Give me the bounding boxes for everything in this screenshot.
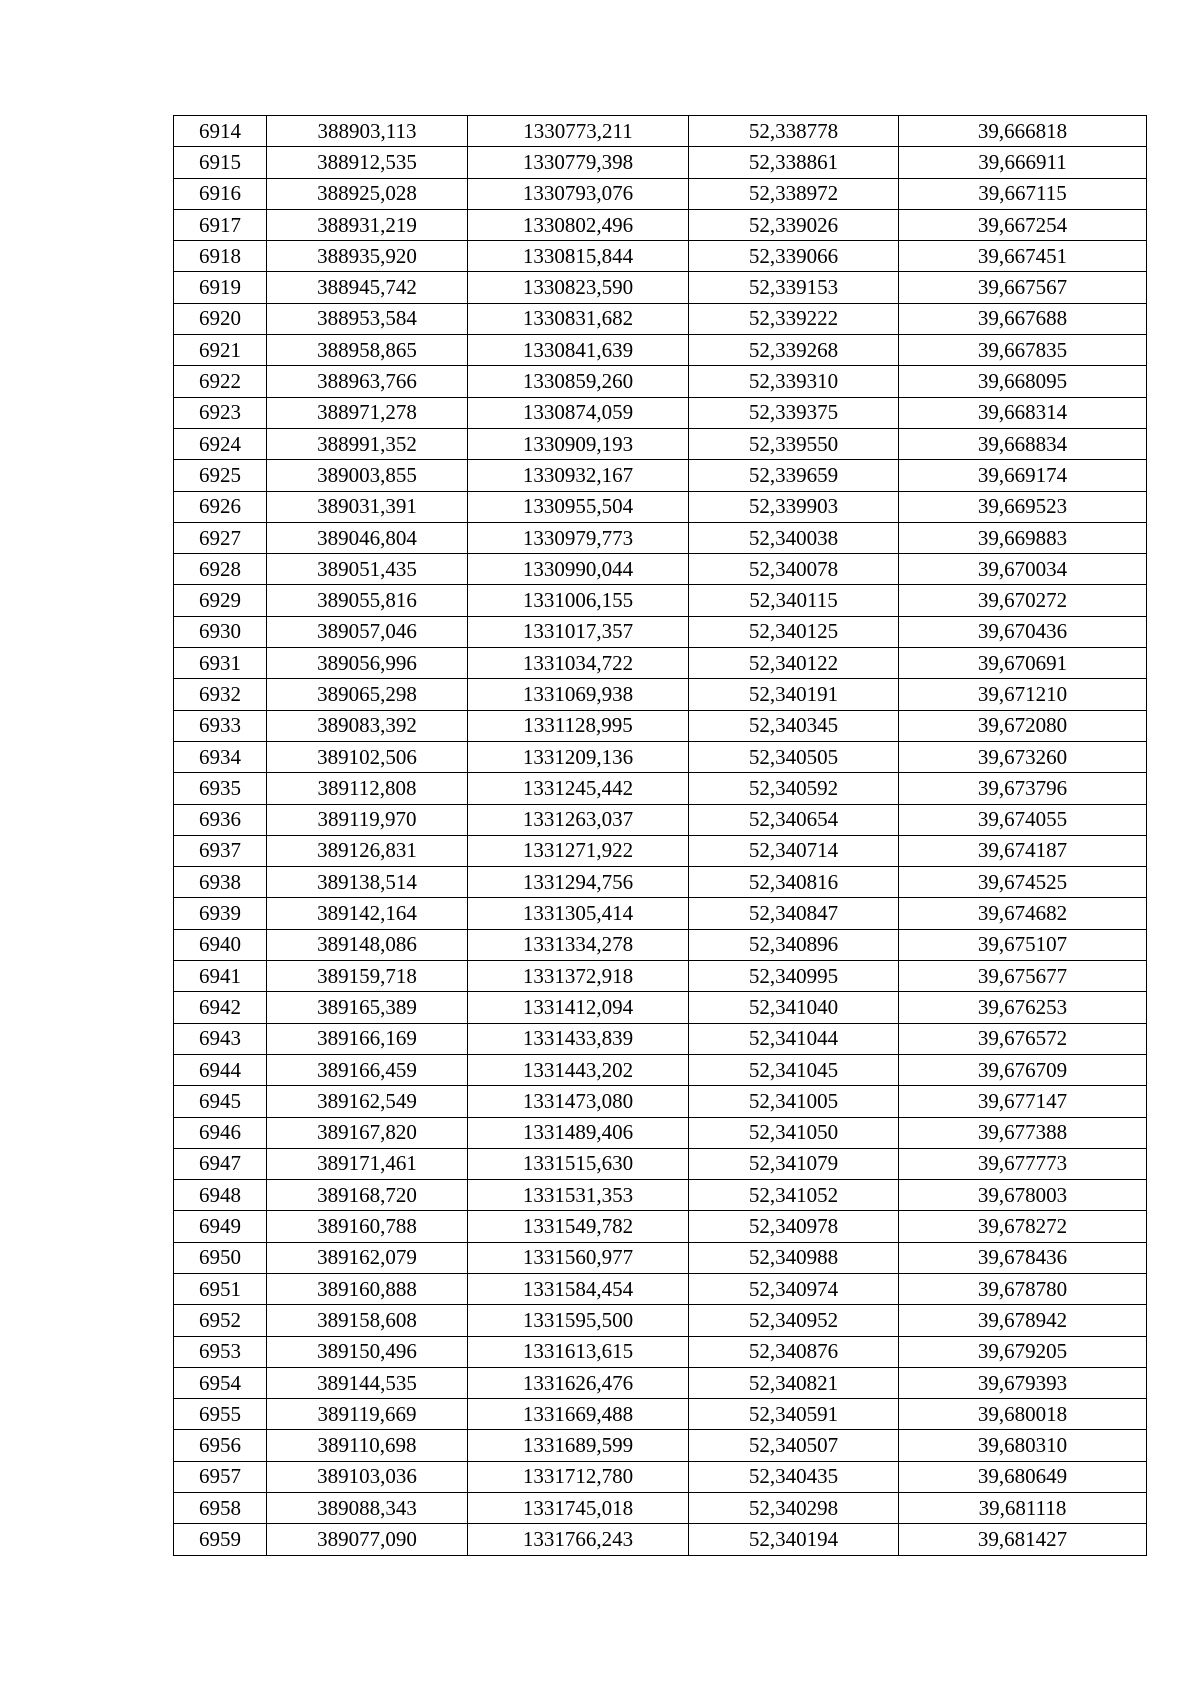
table-row <box>174 710 1147 741</box>
point-number-cell: 6937 <box>174 835 267 866</box>
latitude-cell: 52,341050 <box>689 1117 899 1148</box>
x-coordinate-cell: 388925,028 <box>267 178 468 209</box>
latitude-cell: 52,340507 <box>689 1430 899 1461</box>
y-coordinate-cell: 1331531,353 <box>468 1180 689 1211</box>
table-row <box>174 1399 1147 1430</box>
latitude-cell: 52,340876 <box>689 1336 899 1367</box>
longitude-cell: 39,669883 <box>899 522 1147 553</box>
x-coordinate-cell: 388912,535 <box>267 147 468 178</box>
longitude-cell: 39,675107 <box>899 929 1147 960</box>
longitude-cell: 39,670436 <box>899 616 1147 647</box>
latitude-cell: 52,340714 <box>689 835 899 866</box>
x-coordinate-cell: 389031,391 <box>267 491 468 522</box>
point-number-cell: 6958 <box>174 1493 267 1524</box>
point-number-cell: 6925 <box>174 460 267 491</box>
y-coordinate-cell: 1330979,773 <box>468 522 689 553</box>
table-row <box>174 147 1147 178</box>
table-row <box>174 1273 1147 1304</box>
x-coordinate-cell: 389126,831 <box>267 835 468 866</box>
x-coordinate-cell: 388991,352 <box>267 428 468 459</box>
x-coordinate-cell: 389088,343 <box>267 1493 468 1524</box>
latitude-cell: 52,340821 <box>689 1367 899 1398</box>
point-number-cell: 6921 <box>174 335 267 366</box>
longitude-cell: 39,676709 <box>899 1054 1147 1085</box>
x-coordinate-cell: 389083,392 <box>267 710 468 741</box>
latitude-cell: 52,340125 <box>689 616 899 647</box>
table-row <box>174 1367 1147 1398</box>
x-coordinate-cell: 388945,742 <box>267 272 468 303</box>
latitude-cell: 52,340298 <box>689 1493 899 1524</box>
longitude-cell: 39,679393 <box>899 1367 1147 1398</box>
latitude-cell: 52,339903 <box>689 491 899 522</box>
y-coordinate-cell: 1331294,756 <box>468 867 689 898</box>
point-number-cell: 6916 <box>174 178 267 209</box>
table-row <box>174 1086 1147 1117</box>
latitude-cell: 52,340122 <box>689 648 899 679</box>
y-coordinate-cell: 1330874,059 <box>468 397 689 428</box>
longitude-cell: 39,670034 <box>899 554 1147 585</box>
x-coordinate-cell: 389102,506 <box>267 741 468 772</box>
latitude-cell: 52,340345 <box>689 710 899 741</box>
x-coordinate-cell: 389065,298 <box>267 679 468 710</box>
x-coordinate-cell: 389167,820 <box>267 1117 468 1148</box>
y-coordinate-cell: 1331515,630 <box>468 1148 689 1179</box>
y-coordinate-cell: 1331433,839 <box>468 1023 689 1054</box>
table-row <box>174 679 1147 710</box>
latitude-cell: 52,340191 <box>689 679 899 710</box>
point-number-cell: 6953 <box>174 1336 267 1367</box>
latitude-cell: 52,339066 <box>689 241 899 272</box>
table-row <box>174 116 1147 147</box>
point-number-cell: 6936 <box>174 804 267 835</box>
x-coordinate-cell: 389160,788 <box>267 1211 468 1242</box>
longitude-cell: 39,668834 <box>899 428 1147 459</box>
longitude-cell: 39,678003 <box>899 1180 1147 1211</box>
latitude-cell: 52,340078 <box>689 554 899 585</box>
x-coordinate-cell: 389110,698 <box>267 1430 468 1461</box>
latitude-cell: 52,340978 <box>689 1211 899 1242</box>
x-coordinate-cell: 389103,036 <box>267 1461 468 1492</box>
y-coordinate-cell: 1331613,615 <box>468 1336 689 1367</box>
table-row <box>174 303 1147 334</box>
y-coordinate-cell: 1331245,442 <box>468 773 689 804</box>
y-coordinate-cell: 1331305,414 <box>468 898 689 929</box>
x-coordinate-cell: 388931,219 <box>267 209 468 240</box>
point-number-cell: 6938 <box>174 867 267 898</box>
point-number-cell: 6931 <box>174 648 267 679</box>
latitude-cell: 52,340974 <box>689 1273 899 1304</box>
longitude-cell: 39,676253 <box>899 992 1147 1023</box>
y-coordinate-cell: 1330955,504 <box>468 491 689 522</box>
x-coordinate-cell: 389150,496 <box>267 1336 468 1367</box>
table-row <box>174 741 1147 772</box>
longitude-cell: 39,672080 <box>899 710 1147 741</box>
longitude-cell: 39,678780 <box>899 1273 1147 1304</box>
latitude-cell: 52,339659 <box>689 460 899 491</box>
longitude-cell: 39,668314 <box>899 397 1147 428</box>
longitude-cell: 39,666818 <box>899 116 1147 147</box>
y-coordinate-cell: 1331006,155 <box>468 585 689 616</box>
y-coordinate-cell: 1330909,193 <box>468 428 689 459</box>
x-coordinate-cell: 389142,164 <box>267 898 468 929</box>
longitude-cell: 39,674525 <box>899 867 1147 898</box>
table-row <box>174 522 1147 553</box>
point-number-cell: 6943 <box>174 1023 267 1054</box>
longitude-cell: 39,681427 <box>899 1524 1147 1555</box>
table-row <box>174 1117 1147 1148</box>
latitude-cell: 52,340952 <box>689 1305 899 1336</box>
y-coordinate-cell: 1330859,260 <box>468 366 689 397</box>
latitude-cell: 52,340194 <box>689 1524 899 1555</box>
table-row <box>174 178 1147 209</box>
table-row <box>174 1461 1147 1492</box>
y-coordinate-cell: 1331689,599 <box>468 1430 689 1461</box>
x-coordinate-cell: 389144,535 <box>267 1367 468 1398</box>
point-number-cell: 6946 <box>174 1117 267 1148</box>
x-coordinate-cell: 389162,079 <box>267 1242 468 1273</box>
table-row <box>174 992 1147 1023</box>
table-row <box>174 241 1147 272</box>
point-number-cell: 6924 <box>174 428 267 459</box>
table-row <box>174 460 1147 491</box>
y-coordinate-cell: 1330990,044 <box>468 554 689 585</box>
latitude-cell: 52,340896 <box>689 929 899 960</box>
latitude-cell: 52,341044 <box>689 1023 899 1054</box>
longitude-cell: 39,677147 <box>899 1086 1147 1117</box>
point-number-cell: 6922 <box>174 366 267 397</box>
point-number-cell: 6917 <box>174 209 267 240</box>
longitude-cell: 39,670272 <box>899 585 1147 616</box>
latitude-cell: 52,340995 <box>689 961 899 992</box>
y-coordinate-cell: 1331017,357 <box>468 616 689 647</box>
x-coordinate-cell: 389046,804 <box>267 522 468 553</box>
longitude-cell: 39,674187 <box>899 835 1147 866</box>
x-coordinate-cell: 389055,816 <box>267 585 468 616</box>
longitude-cell: 39,680018 <box>899 1399 1147 1430</box>
y-coordinate-cell: 1331626,476 <box>468 1367 689 1398</box>
latitude-cell: 52,340592 <box>689 773 899 804</box>
point-number-cell: 6919 <box>174 272 267 303</box>
table-row <box>174 1493 1147 1524</box>
point-number-cell: 6950 <box>174 1242 267 1273</box>
point-number-cell: 6939 <box>174 898 267 929</box>
y-coordinate-cell: 1330773,211 <box>468 116 689 147</box>
x-coordinate-cell: 388958,865 <box>267 335 468 366</box>
longitude-cell: 39,679205 <box>899 1336 1147 1367</box>
point-number-cell: 6941 <box>174 961 267 992</box>
x-coordinate-cell: 389051,435 <box>267 554 468 585</box>
y-coordinate-cell: 1330831,682 <box>468 303 689 334</box>
latitude-cell: 52,340038 <box>689 522 899 553</box>
longitude-cell: 39,677773 <box>899 1148 1147 1179</box>
y-coordinate-cell: 1331128,995 <box>468 710 689 741</box>
point-number-cell: 6923 <box>174 397 267 428</box>
x-coordinate-cell: 389166,169 <box>267 1023 468 1054</box>
table-row <box>174 209 1147 240</box>
table-row <box>174 1242 1147 1273</box>
longitude-cell: 39,667835 <box>899 335 1147 366</box>
longitude-cell: 39,671210 <box>899 679 1147 710</box>
y-coordinate-cell: 1331443,202 <box>468 1054 689 1085</box>
table-row <box>174 1148 1147 1179</box>
x-coordinate-cell: 388903,113 <box>267 116 468 147</box>
point-number-cell: 6914 <box>174 116 267 147</box>
x-coordinate-cell: 388953,584 <box>267 303 468 334</box>
point-number-cell: 6933 <box>174 710 267 741</box>
table-row <box>174 585 1147 616</box>
latitude-cell: 52,340816 <box>689 867 899 898</box>
point-number-cell: 6956 <box>174 1430 267 1461</box>
table-row <box>174 1054 1147 1085</box>
table-row <box>174 428 1147 459</box>
longitude-cell: 39,669174 <box>899 460 1147 491</box>
table-row <box>174 648 1147 679</box>
x-coordinate-cell: 389056,996 <box>267 648 468 679</box>
y-coordinate-cell: 1331712,780 <box>468 1461 689 1492</box>
longitude-cell: 39,667115 <box>899 178 1147 209</box>
table-row <box>174 272 1147 303</box>
latitude-cell: 52,341045 <box>689 1054 899 1085</box>
longitude-cell: 39,678436 <box>899 1242 1147 1273</box>
latitude-cell: 52,340847 <box>689 898 899 929</box>
point-number-cell: 6915 <box>174 147 267 178</box>
table-row <box>174 773 1147 804</box>
y-coordinate-cell: 1331334,278 <box>468 929 689 960</box>
x-coordinate-cell: 389166,459 <box>267 1054 468 1085</box>
table-row <box>174 804 1147 835</box>
point-number-cell: 6959 <box>174 1524 267 1555</box>
y-coordinate-cell: 1331372,918 <box>468 961 689 992</box>
point-number-cell: 6957 <box>174 1461 267 1492</box>
point-number-cell: 6927 <box>174 522 267 553</box>
x-coordinate-cell: 389112,808 <box>267 773 468 804</box>
x-coordinate-cell: 389160,888 <box>267 1273 468 1304</box>
latitude-cell: 52,339550 <box>689 428 899 459</box>
longitude-cell: 39,678272 <box>899 1211 1147 1242</box>
latitude-cell: 52,339222 <box>689 303 899 334</box>
x-coordinate-cell: 389119,970 <box>267 804 468 835</box>
point-number-cell: 6929 <box>174 585 267 616</box>
coordinates-table-body <box>174 116 1147 1556</box>
longitude-cell: 39,675677 <box>899 961 1147 992</box>
longitude-cell: 39,673260 <box>899 741 1147 772</box>
latitude-cell: 52,341079 <box>689 1148 899 1179</box>
x-coordinate-cell: 389119,669 <box>267 1399 468 1430</box>
table-row <box>174 898 1147 929</box>
table-row <box>174 1430 1147 1461</box>
table-row <box>174 1524 1147 1555</box>
y-coordinate-cell: 1331034,722 <box>468 648 689 679</box>
longitude-cell: 39,674055 <box>899 804 1147 835</box>
y-coordinate-cell: 1330802,496 <box>468 209 689 240</box>
point-number-cell: 6951 <box>174 1273 267 1304</box>
longitude-cell: 39,669523 <box>899 491 1147 522</box>
table-row <box>174 397 1147 428</box>
point-number-cell: 6935 <box>174 773 267 804</box>
x-coordinate-cell: 389168,720 <box>267 1180 468 1211</box>
table-row <box>174 961 1147 992</box>
x-coordinate-cell: 389158,608 <box>267 1305 468 1336</box>
longitude-cell: 39,667688 <box>899 303 1147 334</box>
latitude-cell: 52,341005 <box>689 1086 899 1117</box>
table-row <box>174 1211 1147 1242</box>
table-row <box>174 335 1147 366</box>
latitude-cell: 52,338972 <box>689 178 899 209</box>
y-coordinate-cell: 1331595,500 <box>468 1305 689 1336</box>
y-coordinate-cell: 1331584,454 <box>468 1273 689 1304</box>
y-coordinate-cell: 1331473,080 <box>468 1086 689 1117</box>
longitude-cell: 39,676572 <box>899 1023 1147 1054</box>
longitude-cell: 39,674682 <box>899 898 1147 929</box>
point-number-cell: 6955 <box>174 1399 267 1430</box>
x-coordinate-cell: 389171,461 <box>267 1148 468 1179</box>
x-coordinate-cell: 389148,086 <box>267 929 468 960</box>
table-row <box>174 366 1147 397</box>
latitude-cell: 52,339375 <box>689 397 899 428</box>
latitude-cell: 52,340591 <box>689 1399 899 1430</box>
point-number-cell: 6952 <box>174 1305 267 1336</box>
latitude-cell: 52,338861 <box>689 147 899 178</box>
x-coordinate-cell: 389077,090 <box>267 1524 468 1555</box>
x-coordinate-cell: 389159,718 <box>267 961 468 992</box>
x-coordinate-cell: 388971,278 <box>267 397 468 428</box>
latitude-cell: 52,341052 <box>689 1180 899 1211</box>
point-number-cell: 6944 <box>174 1054 267 1085</box>
latitude-cell: 52,339153 <box>689 272 899 303</box>
longitude-cell: 39,678942 <box>899 1305 1147 1336</box>
point-number-cell: 6920 <box>174 303 267 334</box>
point-number-cell: 6932 <box>174 679 267 710</box>
y-coordinate-cell: 1330932,167 <box>468 460 689 491</box>
latitude-cell: 52,339310 <box>689 366 899 397</box>
y-coordinate-cell: 1330793,076 <box>468 178 689 209</box>
longitude-cell: 39,667451 <box>899 241 1147 272</box>
latitude-cell: 52,340435 <box>689 1461 899 1492</box>
x-coordinate-cell: 389057,046 <box>267 616 468 647</box>
point-number-cell: 6954 <box>174 1367 267 1398</box>
point-number-cell: 6948 <box>174 1180 267 1211</box>
point-number-cell: 6930 <box>174 616 267 647</box>
y-coordinate-cell: 1330815,844 <box>468 241 689 272</box>
longitude-cell: 39,677388 <box>899 1117 1147 1148</box>
y-coordinate-cell: 1331263,037 <box>468 804 689 835</box>
y-coordinate-cell: 1331560,977 <box>468 1242 689 1273</box>
x-coordinate-cell: 389138,514 <box>267 867 468 898</box>
y-coordinate-cell: 1331271,922 <box>468 835 689 866</box>
coordinates-table <box>173 115 1147 1556</box>
table-row <box>174 616 1147 647</box>
y-coordinate-cell: 1331209,136 <box>468 741 689 772</box>
y-coordinate-cell: 1330823,590 <box>468 272 689 303</box>
y-coordinate-cell: 1331489,406 <box>468 1117 689 1148</box>
point-number-cell: 6947 <box>174 1148 267 1179</box>
table-row <box>174 554 1147 585</box>
latitude-cell: 52,341040 <box>689 992 899 1023</box>
latitude-cell: 52,339026 <box>689 209 899 240</box>
longitude-cell: 39,680310 <box>899 1430 1147 1461</box>
y-coordinate-cell: 1331549,782 <box>468 1211 689 1242</box>
latitude-cell: 52,338778 <box>689 116 899 147</box>
longitude-cell: 39,667254 <box>899 209 1147 240</box>
y-coordinate-cell: 1330779,398 <box>468 147 689 178</box>
table-row <box>174 835 1147 866</box>
longitude-cell: 39,680649 <box>899 1461 1147 1492</box>
longitude-cell: 39,668095 <box>899 366 1147 397</box>
table-row <box>174 1305 1147 1336</box>
longitude-cell: 39,670691 <box>899 648 1147 679</box>
x-coordinate-cell: 388963,766 <box>267 366 468 397</box>
table-row <box>174 1023 1147 1054</box>
y-coordinate-cell: 1331412,094 <box>468 992 689 1023</box>
latitude-cell: 52,340115 <box>689 585 899 616</box>
point-number-cell: 6942 <box>174 992 267 1023</box>
table-row <box>174 1180 1147 1211</box>
point-number-cell: 6918 <box>174 241 267 272</box>
y-coordinate-cell: 1331669,488 <box>468 1399 689 1430</box>
longitude-cell: 39,681118 <box>899 1493 1147 1524</box>
point-number-cell: 6949 <box>174 1211 267 1242</box>
table-row <box>174 929 1147 960</box>
x-coordinate-cell: 389162,549 <box>267 1086 468 1117</box>
point-number-cell: 6926 <box>174 491 267 522</box>
longitude-cell: 39,666911 <box>899 147 1147 178</box>
y-coordinate-cell: 1331069,938 <box>468 679 689 710</box>
y-coordinate-cell: 1331745,018 <box>468 1493 689 1524</box>
y-coordinate-cell: 1331766,243 <box>468 1524 689 1555</box>
longitude-cell: 39,667567 <box>899 272 1147 303</box>
table-row <box>174 867 1147 898</box>
latitude-cell: 52,339268 <box>689 335 899 366</box>
longitude-cell: 39,673796 <box>899 773 1147 804</box>
x-coordinate-cell: 388935,920 <box>267 241 468 272</box>
table-row <box>174 491 1147 522</box>
x-coordinate-cell: 389165,389 <box>267 992 468 1023</box>
x-coordinate-cell: 389003,855 <box>267 460 468 491</box>
point-number-cell: 6928 <box>174 554 267 585</box>
point-number-cell: 6934 <box>174 741 267 772</box>
y-coordinate-cell: 1330841,639 <box>468 335 689 366</box>
point-number-cell: 6940 <box>174 929 267 960</box>
point-number-cell: 6945 <box>174 1086 267 1117</box>
latitude-cell: 52,340654 <box>689 804 899 835</box>
latitude-cell: 52,340505 <box>689 741 899 772</box>
table-row <box>174 1336 1147 1367</box>
latitude-cell: 52,340988 <box>689 1242 899 1273</box>
